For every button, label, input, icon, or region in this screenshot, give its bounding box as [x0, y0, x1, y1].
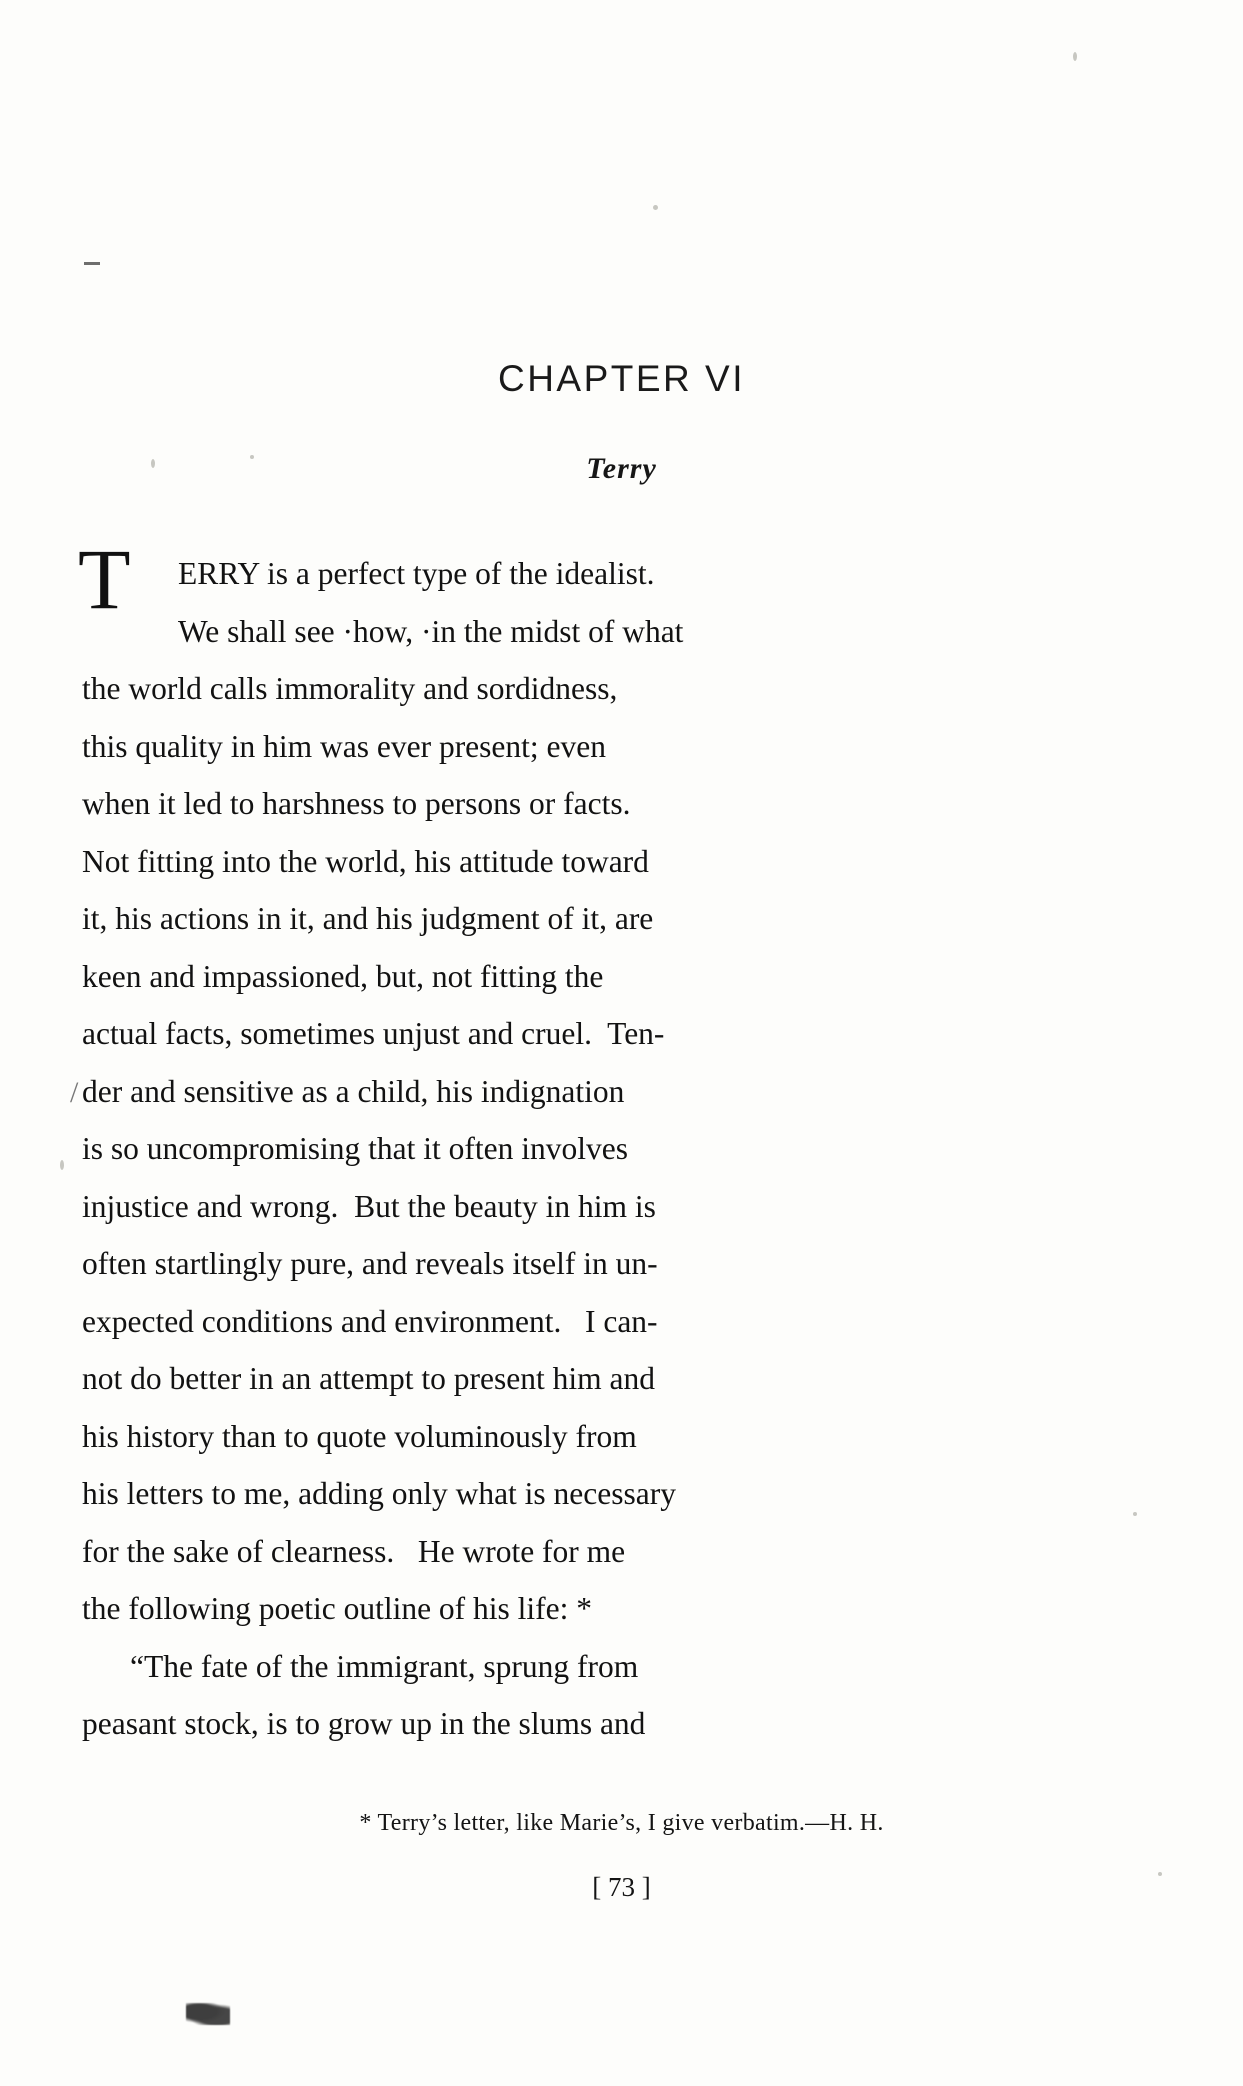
text-line: the following poetic outline of his life: *	[82, 1591, 593, 1626]
chapter-subtitle: Terry	[586, 452, 657, 485]
text-line: We shall see ·how, ·in the midst of what	[178, 613, 684, 649]
text-line: keen and impassioned, but, not fitting the	[82, 958, 604, 994]
text-line: “The fate of the immigrant, sprung from	[130, 1648, 639, 1684]
text-line: it, his actions in it, and his judgment of it, are	[82, 901, 654, 936]
text-line: this quality in him was ever present; even	[82, 728, 606, 764]
text-line: actual facts, sometimes unjust and cruel. Ten-	[82, 1016, 665, 1051]
text-line: often startlingly pure, and reveals itself in un-	[82, 1246, 658, 1281]
scan-speck	[1133, 1512, 1137, 1516]
text-line: not do better in an attempt to present him and	[82, 1361, 655, 1396]
footnote: * Terry’s letter, like Marie’s, I give verbatim.—H. H.	[359, 1810, 884, 1836]
text-line: his letters to me, adding only what is necessary	[82, 1476, 676, 1511]
text-line: injustice and wrong. But the beauty in him is	[82, 1188, 656, 1224]
scan-speck	[1073, 52, 1077, 61]
scan-artifact-tick	[84, 262, 100, 265]
paragraph-2	[82, 1638, 1082, 1753]
text-line: ERRY is a perfect type of the idealist.	[178, 556, 655, 591]
scan-speck	[60, 1160, 64, 1170]
body-text	[82, 545, 1082, 1753]
text-line: his history than to quote voluminously from	[82, 1418, 637, 1454]
scan-speck	[653, 205, 658, 210]
chapter-heading: CHAPTER VI	[497, 358, 746, 399]
scan-artifact-slash: /	[70, 1076, 79, 1109]
text-line: for the sake of clearness. He wrote for me	[82, 1533, 626, 1569]
text-line: is so uncompromising that it often involves	[82, 1131, 628, 1166]
ink-smudge	[186, 2003, 230, 2025]
text-line: peasant stock, is to grow up in the slums and	[82, 1706, 646, 1741]
page-number: [ 73 ]	[592, 1872, 651, 1902]
text-line: the world calls immorality and sordidness,	[82, 671, 618, 706]
text-line: expected conditions and environment. I can-	[82, 1303, 658, 1339]
text-line: Not fitting into the world, his attitude toward	[82, 843, 649, 879]
drop-cap: T	[78, 531, 131, 627]
paragraph-1	[82, 545, 1082, 1638]
text-line: der and sensitive as a child, his indignation	[82, 1073, 625, 1109]
text-line: when it led to harshness to persons or facts.	[82, 786, 631, 821]
